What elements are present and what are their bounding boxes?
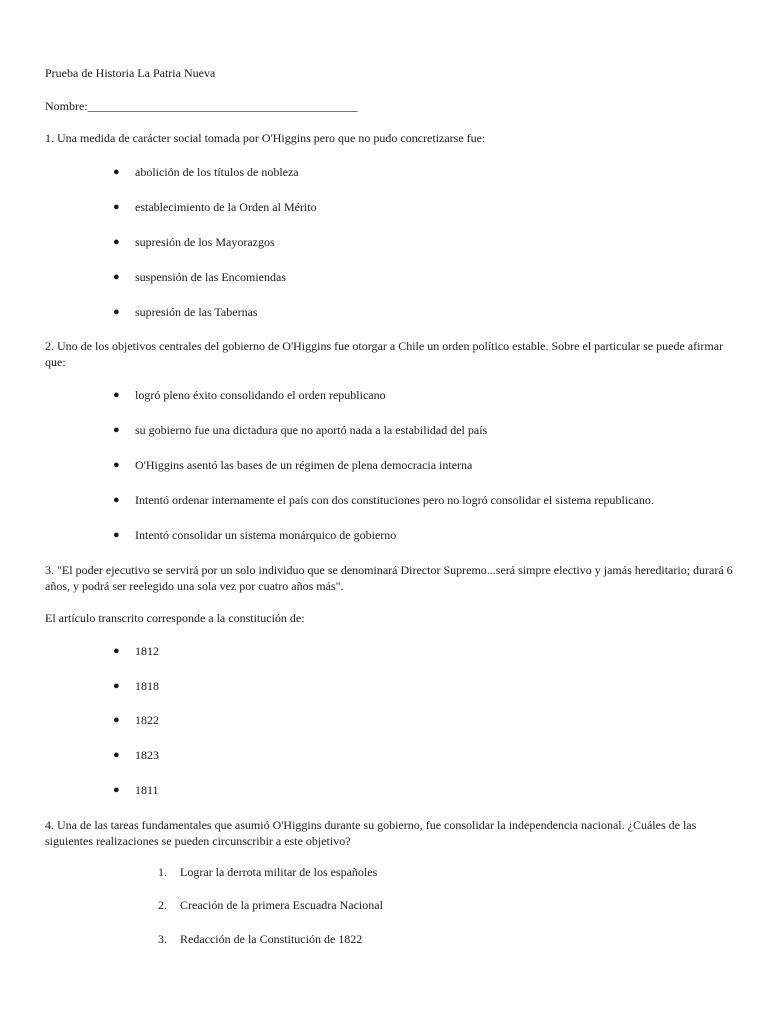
- q1-option-label: suspensión de las Encomiendas: [135, 270, 286, 284]
- bullet-icon: ●: [113, 494, 120, 506]
- q1-option-label: establecimiento de la Orden al Mérito: [135, 200, 317, 214]
- q2-option-label: su gobierno fue una dictadura que no aportó nada a la estabilidad del país: [135, 423, 488, 437]
- q3-option-label: 1823: [135, 748, 159, 762]
- bullet-icon: ●: [113, 784, 120, 796]
- q2-option: [113, 493, 654, 508]
- question-3-followup: El artículo transcrito corresponde a la constitución de:: [45, 611, 305, 625]
- q2-option: [113, 528, 397, 543]
- q4-item: [158, 865, 378, 880]
- q2-option: [113, 423, 488, 438]
- q4-item-number: 3.: [158, 932, 167, 946]
- q1-option-label: supresión de las Tabernas: [135, 305, 258, 319]
- q4-item-label: Lograr la derrota militar de los españoles: [180, 865, 378, 879]
- q2-option-label: Intentó consolidar un sistema monárquico de gobierno: [135, 528, 397, 542]
- q2-option-label: logró pleno éxito consolidando el orden republicano: [135, 388, 386, 402]
- bullet-icon: ●: [113, 201, 120, 213]
- q1-option-label: supresión de los Mayorazgos: [135, 235, 275, 249]
- question-2-text: 2. Uno de los objetivos centrales del gobierno de O'Higgins fue otorgar a Chile un orden político estable. Sobre el particular se puede afirmar que:: [45, 339, 724, 369]
- bullet-icon: ●: [113, 306, 120, 318]
- q1-option: [113, 305, 258, 320]
- q2-option-label: O'Higgins asentó las bases de un régimen de plena democracia interna: [135, 458, 473, 472]
- bullet-icon: ●: [113, 424, 120, 436]
- document-title: Prueba de Historia La Patria Nueva: [45, 66, 216, 80]
- q1-option: [113, 235, 275, 250]
- q3-option: [113, 713, 159, 728]
- q4-item-number: 2.: [158, 898, 167, 912]
- q4-item-label: Creación de la primera Escuadra Nacional: [180, 898, 383, 912]
- q1-option: [113, 200, 317, 215]
- question-4-text: 4. Una de las tareas fundamentales que asumió O'Higgins durante su gobierno, fue consolidar la independencia nacional. ¿Cuáles de las siguientes realizaciones se pueden circunscribir a este objetivo?: [45, 818, 697, 848]
- q3-option: [113, 679, 159, 694]
- q2-option: [113, 388, 386, 403]
- q3-option-label: 1811: [135, 783, 159, 797]
- q2-option: [113, 458, 473, 473]
- q1-option: [113, 270, 286, 285]
- bullet-icon: ●: [113, 645, 120, 657]
- q4-item: [158, 898, 383, 913]
- bullet-icon: ●: [113, 714, 120, 726]
- bullet-icon: ●: [113, 680, 120, 692]
- name-line: Nombre:_____________________________________________: [45, 99, 358, 113]
- q3-option: [113, 783, 159, 798]
- question-3-text: 3. "El poder ejecutivo se servirá por un solo individuo que se denominará Director Supremo...será simpre electivo y jamás hereditario; durará 6 años, y podrá ser reelegido una sola vez por cuatro años más".: [45, 563, 733, 593]
- bullet-icon: ●: [113, 529, 120, 541]
- q1-option-label: abolición de los títulos de nobleza: [135, 165, 299, 179]
- q3-option: [113, 748, 159, 763]
- bullet-icon: ●: [113, 389, 120, 401]
- q2-option-label: Intentó ordenar internamente el país con dos constituciones pero no logró consolidar el sistema republicano.: [135, 493, 654, 507]
- q3-option-label: 1818: [135, 679, 159, 693]
- bullet-icon: ●: [113, 749, 120, 761]
- q4-item: [158, 932, 363, 947]
- q4-item-label: Redacción de la Constitución de 1822: [180, 932, 363, 946]
- q1-option: [113, 165, 299, 180]
- bullet-icon: ●: [113, 459, 120, 471]
- q3-option: [113, 644, 159, 659]
- q4-item-number: 1.: [158, 865, 167, 879]
- bullet-icon: ●: [113, 236, 120, 248]
- q3-option-label: 1812: [135, 644, 159, 658]
- bullet-icon: ●: [113, 166, 120, 178]
- question-1-text: 1. Una medida de carácter social tomada por O'Higgins pero que no pudo concretizarse fue:: [45, 131, 486, 145]
- q3-option-label: 1822: [135, 713, 159, 727]
- bullet-icon: ●: [113, 271, 120, 283]
